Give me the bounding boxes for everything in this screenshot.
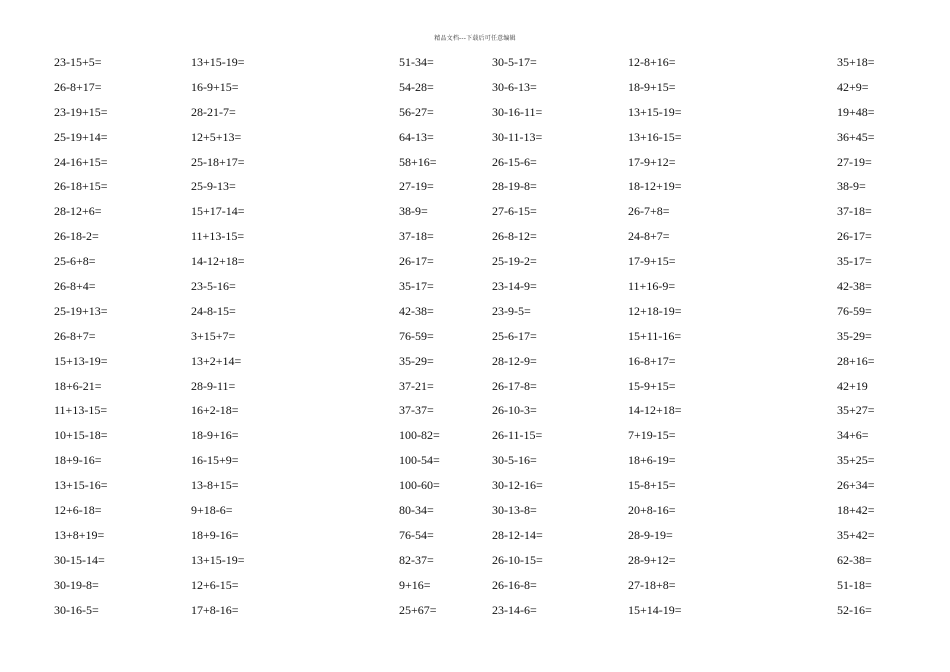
math-problem: 10+15-18= [54, 428, 108, 443]
math-problem: 64-13= [399, 129, 434, 144]
math-problem: 27-19= [399, 179, 434, 194]
math-problem: 12-8+16= [628, 55, 676, 69]
math-problem: 37-18= [399, 229, 434, 244]
math-problem: 11+16-9= [628, 279, 676, 294]
math-problem: 35+25= [837, 453, 875, 468]
math-problem: 28+16= [837, 353, 875, 368]
math-problem: 15+11-16= [628, 328, 682, 343]
math-problem: 35+27= [837, 403, 875, 418]
math-problem: 42+19 [837, 378, 868, 393]
math-problem: 28-19-8= [492, 179, 537, 194]
math-problem: 12+6-18= [54, 503, 102, 518]
math-problem: 7+19-15= [628, 428, 676, 443]
math-problem: 76-59= [837, 303, 872, 318]
math-problem: 30-6-13= [492, 79, 537, 94]
math-problem: 18-9+15= [628, 79, 676, 94]
math-problem: 28-12-9= [492, 353, 537, 368]
math-problem: 30-5-17= [492, 55, 537, 69]
math-problem: 28-9-11= [191, 378, 236, 393]
math-problem: 18-9+16= [191, 428, 239, 443]
math-problem: 23-5-16= [191, 279, 236, 294]
math-problem: 30-16-5= [54, 602, 99, 617]
math-problem: 16+2-18= [191, 403, 239, 418]
math-problem: 26-17= [837, 229, 872, 244]
math-problem: 19+48= [837, 104, 875, 119]
math-problem: 28-12-14= [492, 527, 543, 542]
math-problem: 17-9+12= [628, 154, 676, 169]
math-problem: 37-18= [837, 204, 872, 219]
math-problem: 38-9= [399, 204, 428, 219]
math-problem: 15-8+15= [628, 478, 676, 493]
math-problem: 26-8+17= [54, 79, 102, 94]
math-problem: 35-17= [399, 279, 434, 294]
math-problem: 20+8-16= [628, 503, 676, 518]
math-problem: 25+67= [399, 602, 437, 617]
math-problem: 23-19+15= [54, 104, 108, 119]
math-problem: 13+15-19= [628, 104, 682, 119]
math-problem: 28-12+6= [54, 204, 102, 219]
math-problem: 27-6-15= [492, 204, 537, 219]
math-problem: 27-18+8= [628, 577, 676, 592]
math-problem: 23-14-6= [492, 602, 537, 617]
math-problem: 76-59= [399, 328, 434, 343]
math-problem: 38-9= [837, 179, 866, 194]
problem-column-2 [191, 54, 245, 626]
math-problem: 11+13-15= [54, 403, 108, 418]
math-problem: 30-5-16= [492, 453, 537, 468]
math-problem: 26-8-12= [492, 229, 537, 244]
math-problem: 13+8+19= [54, 527, 105, 542]
math-problem: 62-38= [837, 552, 872, 567]
math-problem: 26-16-8= [492, 577, 537, 592]
math-problem: 42-38= [399, 303, 434, 318]
math-problem: 35-17= [837, 254, 872, 269]
math-problem: 82-37= [399, 552, 434, 567]
math-problem: 34+6= [837, 428, 869, 443]
math-problem: 13+2+14= [191, 353, 242, 368]
math-problem: 37-37= [399, 403, 434, 418]
math-problem: 9+16= [399, 577, 431, 592]
math-problem: 3+15+7= [191, 328, 236, 343]
math-problem: 25-9-13= [191, 179, 236, 194]
math-problem: 30-13-8= [492, 503, 537, 518]
math-problem: 35-29= [837, 328, 872, 343]
math-problem: 14-12+18= [191, 254, 245, 269]
math-problem: 26+34= [837, 478, 875, 493]
math-problem: 23-9-5= [492, 303, 531, 318]
math-problem: 100-82= [399, 428, 440, 443]
math-problem: 26-10-3= [492, 403, 537, 418]
problem-column-6 [837, 54, 875, 626]
math-problem: 23-14-9= [492, 279, 537, 294]
math-problem: 42+9= [837, 79, 869, 94]
math-problem: 14-12+18= [628, 403, 682, 418]
math-problem: 58+16= [399, 154, 437, 169]
math-problem: 76-54= [399, 527, 434, 542]
math-problem: 26-8+4= [54, 279, 96, 294]
math-problem: 26-8+7= [54, 328, 96, 343]
math-problem: 30-15-14= [54, 552, 105, 567]
math-problem: 18+42= [837, 503, 875, 518]
math-problem: 30-16-11= [492, 104, 543, 119]
math-problem: 26-17= [399, 254, 434, 269]
problem-column-4 [492, 54, 543, 626]
math-problem: 24-8+7= [628, 229, 670, 244]
math-problem: 26-17-8= [492, 378, 537, 393]
math-problem: 35-29= [399, 353, 434, 368]
math-problem: 13-8+15= [191, 478, 239, 493]
math-problem: 26-18-2= [54, 229, 99, 244]
math-problem: 16-15+9= [191, 453, 239, 468]
math-problem: 16-9+15= [191, 79, 239, 94]
math-problem: 18+6-19= [628, 453, 676, 468]
math-problem: 37-21= [399, 378, 434, 393]
math-problem: 18+9-16= [191, 527, 239, 542]
math-problem: 26-15-6= [492, 154, 537, 169]
math-problem: 36+45= [837, 129, 875, 144]
math-problem: 100-54= [399, 453, 440, 468]
problem-column-1 [54, 54, 108, 626]
math-problem: 18+9-16= [54, 453, 102, 468]
math-problem: 100-60= [399, 478, 440, 493]
math-problem: 12+18-19= [628, 303, 682, 318]
math-problem: 30-11-13= [492, 129, 543, 144]
math-problem: 15+14-19= [628, 602, 682, 617]
math-problem: 54-28= [399, 79, 434, 94]
math-problem: 28-9+12= [628, 552, 676, 567]
math-problem: 13+15-19= [191, 55, 245, 69]
math-problem: 15-9+15= [628, 378, 676, 393]
math-problem: 9+18-6= [191, 503, 233, 518]
math-problem: 18+6-21= [54, 378, 102, 393]
math-problem: 42-38= [837, 279, 872, 294]
math-problem: 30-19-8= [54, 577, 99, 592]
math-problem: 56-27= [399, 104, 434, 119]
math-problem: 35+42= [837, 527, 875, 542]
math-problem: 13+16-15= [628, 129, 682, 144]
math-problem: 28-9-19= [628, 527, 673, 542]
math-problem: 25-6-17= [492, 328, 537, 343]
math-problem: 51-34= [399, 55, 434, 69]
math-problem: 17+8-16= [191, 602, 239, 617]
math-problem: 51-18= [837, 577, 872, 592]
math-problem: 80-34= [399, 503, 434, 518]
math-problem: 25-18+17= [191, 154, 245, 169]
math-problem: 13+15-16= [54, 478, 108, 493]
math-problem: 28-21-7= [191, 104, 236, 119]
problem-column-3 [399, 54, 440, 626]
math-problem: 25-19+13= [54, 303, 108, 318]
math-problem: 18-12+19= [628, 179, 682, 194]
math-problem: 23-15+5= [54, 55, 102, 69]
math-problem: 12+5+13= [191, 129, 242, 144]
math-problem: 13+15-19= [191, 552, 245, 567]
math-problem: 25-19-2= [492, 254, 537, 269]
math-problem: 16-8+17= [628, 353, 676, 368]
math-problem: 25-19+14= [54, 129, 108, 144]
math-problem: 11+13-15= [191, 229, 245, 244]
math-problem: 27-19= [837, 154, 872, 169]
math-problem: 26-18+15= [54, 179, 108, 194]
math-problem: 17-9+15= [628, 254, 676, 269]
math-problem: 24-8-15= [191, 303, 236, 318]
math-problem: 30-12-16= [492, 478, 543, 493]
math-problem: 15+17-14= [191, 204, 245, 219]
math-problem: 15+13-19= [54, 353, 108, 368]
math-problem: 26-10-15= [492, 552, 543, 567]
math-problem: 12+6-15= [191, 577, 239, 592]
problem-column-5 [628, 54, 682, 626]
page-header: 精品文档---下载后可任意编辑 [434, 35, 516, 42]
math-problem: 25-6+8= [54, 254, 96, 269]
math-problem: 26-11-15= [492, 428, 543, 443]
math-problem: 26-7+8= [628, 204, 670, 219]
math-problem: 24-16+15= [54, 154, 108, 169]
math-problem: 35+18= [837, 55, 875, 69]
math-problem: 52-16= [837, 602, 872, 617]
